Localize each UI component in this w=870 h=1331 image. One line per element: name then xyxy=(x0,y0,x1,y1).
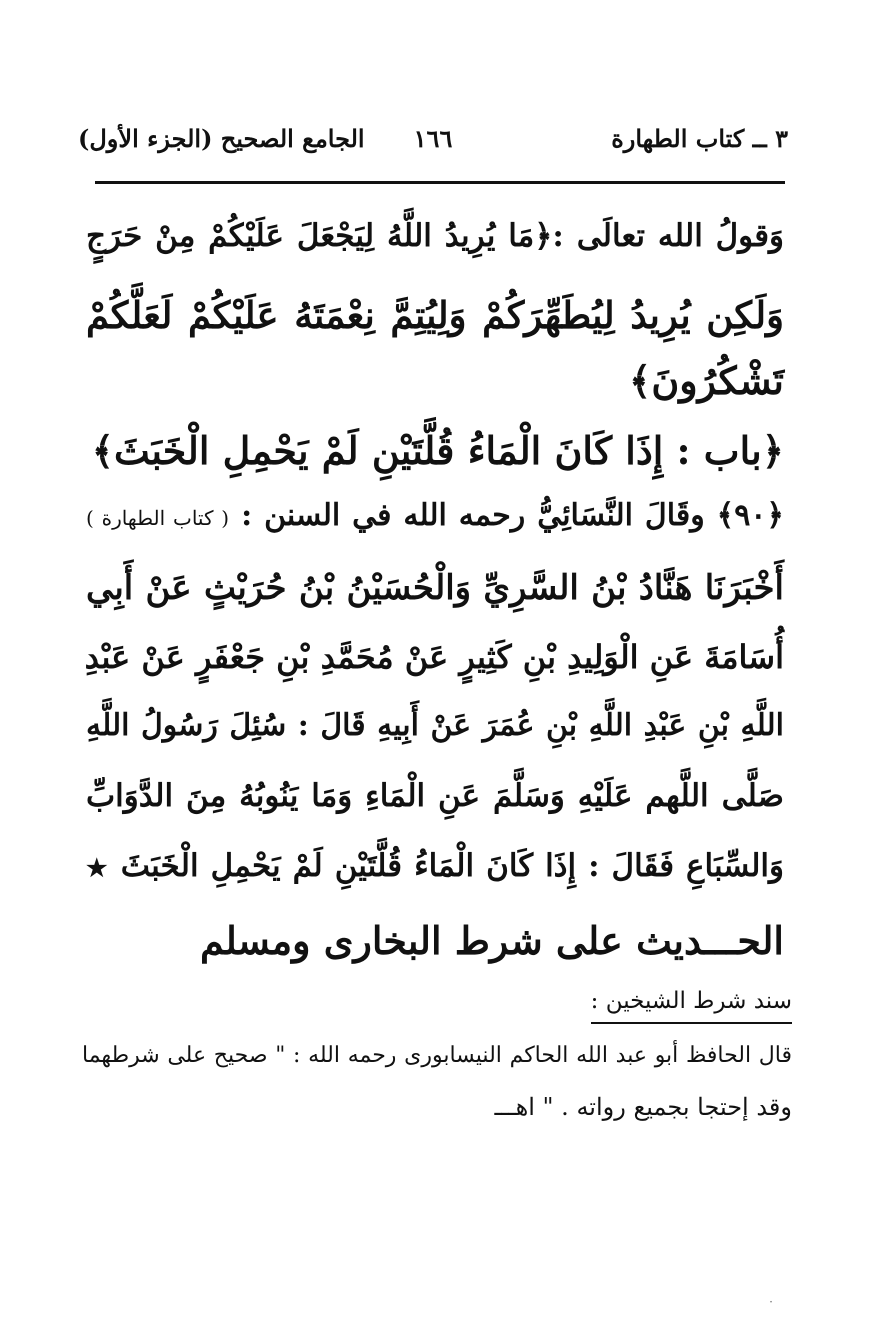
hadith-line-1: أَخْبَرَنَا هَنَّادُ بْنُ السَّرِيِّ وَالْحُسَيْنُ بْنُ حُرَيْثٍ عَنْ أَبِي xyxy=(86,568,784,608)
book-title: الجامع الصحيح (الجزء الأول) xyxy=(78,124,365,153)
hadith-line-5-text: وَالسِّبَاعِ فَقَالَ : إِذَا كَانَ الْمَاءُ قُلَّتَيْنِ لَمْ يَحْمِلِ الْخَبَثَ xyxy=(120,848,784,884)
hadith-grading: الحـــديث على شرط البخارى ومسلم xyxy=(200,918,784,963)
hadith-intro-line xyxy=(86,498,784,534)
hadith-intro-text: ﴿٩٠﴾ وقَالَ النَّسَائِيُّ رحمه الله في السنن : xyxy=(241,498,784,533)
hadith-line-2: أُسَامَةَ عَنِ الْوَلِيدِ بْنِ كَثِيرٍ عَنْ مُحَمَّدِ بْنِ جَعْفَرٍ عَنْ عَبْدِ xyxy=(84,638,784,676)
quran-verse-line-1: وَقولُ الله تعالَى :﴿مَا يُرِيدُ اللَّهُ لِيَجْعَلَ عَلَيْكُمْ مِنْ حَرَجٍ xyxy=(86,218,784,254)
header-rule xyxy=(95,181,785,184)
chapter-heading: ﴿باب : إِذَا كَانَ الْمَاءُ قُلَّتَيْنِ لَمْ يَحْمِلِ الْخَبَثَ﴾ xyxy=(91,428,784,473)
page-number: ١٦٦ xyxy=(413,124,453,153)
quran-verse-line-2: وَلَكِن يُرِيدُ لِيُطَهِّرَكُمْ وَلِيُتِمَّ نِعْمَتَهُ عَلَيْكُمْ لَعَلَّكُمْ xyxy=(86,293,784,337)
footnote-label: سند شرط الشيخين : xyxy=(591,988,792,1024)
hadith-line-3: اللَّهِ بْنِ عَبْدِ اللَّهِ بْنِ عُمَرَ عَنْ أَبِيهِ قَالَ : سُئِلَ رَسُولُ اللَّهِ xyxy=(86,708,784,743)
quran-verse-line-3: تَشْكُرُونَ﴾ xyxy=(629,358,784,403)
running-header xyxy=(78,124,788,164)
star-icon: ★ xyxy=(86,853,109,882)
hadith-line-4: صَلَّى اللَّهم عَلَيْهِ وَسَلَّمَ عَنِ الْمَاءِ وَمَا يَنُوبُهُ مِنَ الدَّوَابِّ xyxy=(86,778,784,814)
footnote-line-1: قال الحافظ أبو عبد الله الحاكم النيسابورى رحمه الله : " صحيح على شرطهما xyxy=(82,1043,793,1068)
page-speck: · xyxy=(769,1295,773,1309)
hadith-line-5 xyxy=(86,848,784,885)
footnote-line-2: وقد إحتجا بجميع رواته . " اهـــ xyxy=(494,1093,792,1121)
chapter-title: ٣ ــ كتاب الطهارة xyxy=(611,124,788,153)
book-reference: ( كتاب الطهارة ) xyxy=(86,506,230,530)
